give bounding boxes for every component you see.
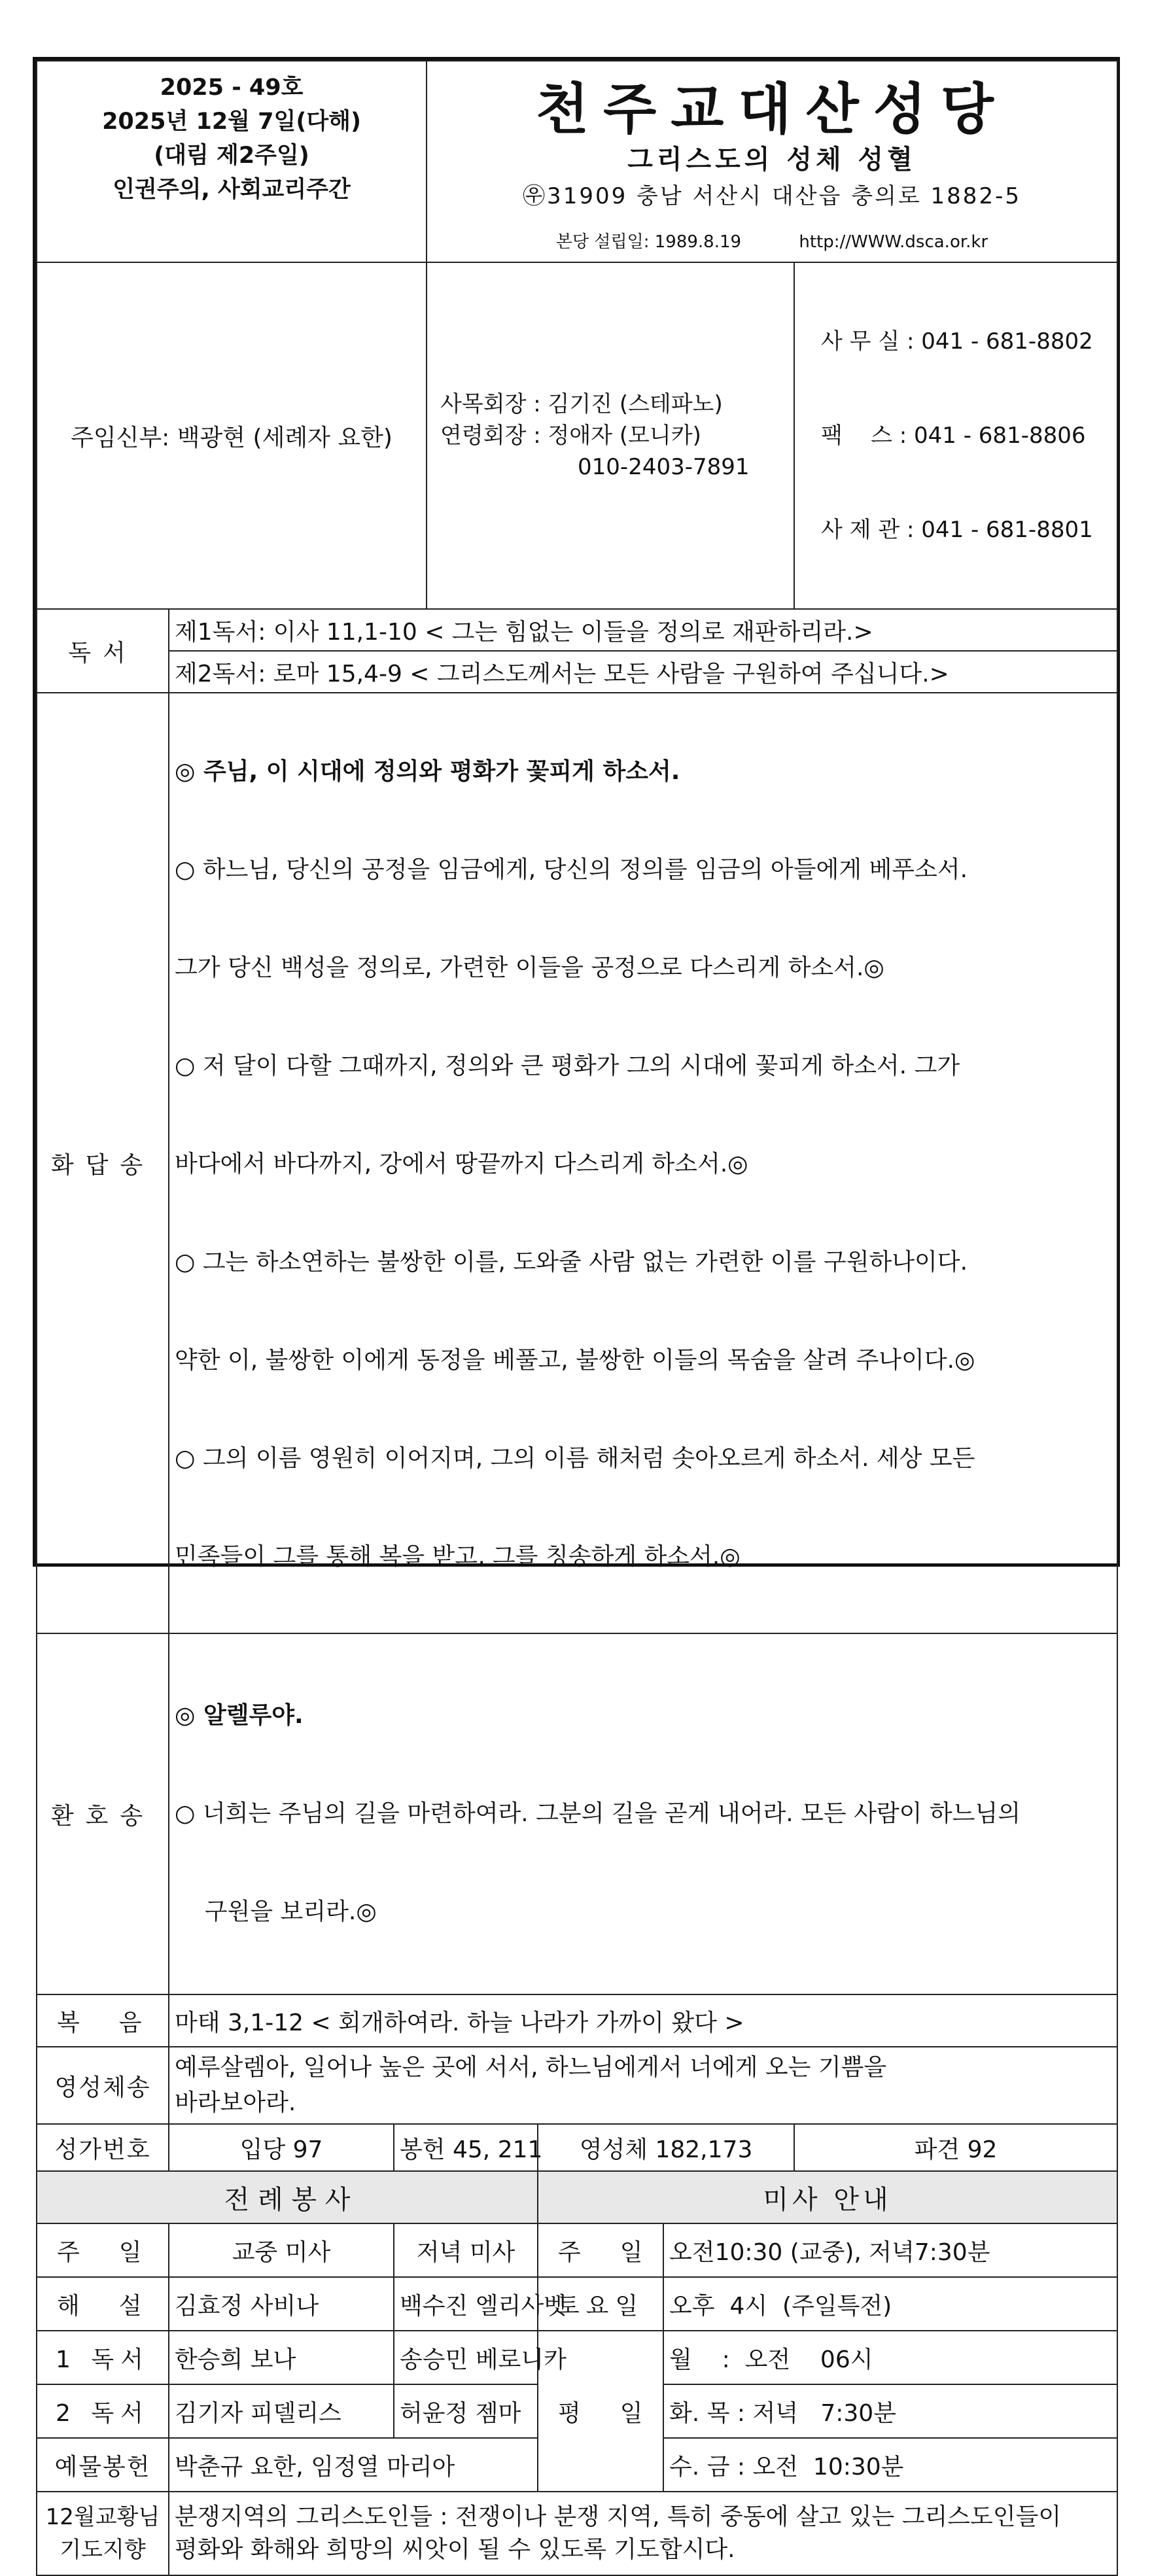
section-title-row — [37, 2171, 1117, 2223]
psalm-label: 화답송 — [37, 693, 169, 1633]
pope-label-line: 기도지향 — [60, 2537, 146, 2563]
council-president: 사목회장 : 김기진 (스테파노) — [440, 391, 723, 417]
gospel-label: 복음 — [37, 1994, 169, 2047]
liturgical-sunday: (대림 제2주일) — [154, 143, 309, 169]
communion-label: 영성체송 — [37, 2047, 169, 2124]
pope-intention-text — [169, 2492, 1117, 2575]
bulletin-table — [36, 60, 1118, 2576]
mass-mon-time: 월 : 오전 06시 — [663, 2331, 1117, 2384]
psalm-response: ◎ 주님, 이 시대에 정의와 평화가 꽃피게 하소서. — [175, 758, 680, 785]
pope-intention-line: 분쟁지역의 그리스도인들 : 전쟁이나 분쟁 지역, 특히 중동에 살고 있는 그리스도인들이 — [175, 2503, 1062, 2530]
issue-date: 2025년 12월 7일(다해) — [102, 109, 361, 135]
rectory-phone: 사 제 관 : 041 - 681-8801 — [821, 517, 1093, 543]
second-reading: 제2독서: 로마 15,4-9 < 그리스도께서는 모든 사람을 구원하여 주십니다.> — [169, 651, 1117, 693]
acclamation-label: 환호송 — [37, 1633, 169, 1994]
mass-sunday-label: 주일 — [538, 2223, 663, 2277]
week-theme: 인권주의, 사회교리주간 — [113, 177, 351, 203]
issue-number: 2025 - 49호 — [160, 75, 304, 101]
service-title: 전 례 봉 사 — [37, 2171, 538, 2223]
psalm-line: ○ 하느님, 당신의 공정을 임금에게, 당신의 정의를 임금의 아들에게 베푸소서. — [175, 856, 968, 883]
readings-label: 독서 — [37, 609, 169, 693]
fax-number: 팩 스 : 041 - 681-8806 — [821, 423, 1086, 449]
hymn-communion: 영성체 182,173 — [538, 2124, 794, 2171]
mass-sunday-time: 오전10:30 (교중), 저녁7:30분 — [663, 2223, 1117, 2277]
psalm-line: 그가 당신 백성을 정의로, 가련한 이들을 공정으로 다스리게 하소서.◎ — [175, 954, 884, 981]
mass-weekday-label: 평일 — [538, 2331, 663, 2492]
service-evening-person: 허윤정 젬마 — [394, 2384, 538, 2438]
office-phone: 사 무 실 : 041 - 681-8802 — [821, 328, 1093, 355]
mass-saturday-label: 토요일 — [538, 2277, 663, 2331]
website-link[interactable]: http://WWW.dsca.or.kr — [799, 232, 988, 252]
psalm-line: ○ 그는 하소연하는 불쌍한 이를, 도와줄 사람 없는 가련한 이를 구원하나이다. — [175, 1249, 968, 1276]
communion-line: 바라보아라. — [175, 2089, 296, 2116]
first-reading: 제1독서: 이사 11,1-10 < 그는 힘없는 이들을 정의로 재판하리라.> — [169, 609, 1117, 651]
communion-row — [37, 2047, 1117, 2124]
hymn-offertory: 봉헌 45, 211 — [394, 2124, 538, 2171]
issue-block — [37, 61, 427, 262]
contacts-row — [37, 262, 1117, 609]
header-row — [37, 61, 1117, 262]
acclamation-line: 구원을 보리라.◎ — [175, 1898, 377, 1925]
reading-row-1 — [37, 609, 1117, 651]
hymns-label: 성가번호 — [37, 2124, 169, 2171]
service-main-person: 김기자 피델리스 — [169, 2384, 394, 2438]
main-mass-header: 교중 미사 — [169, 2223, 394, 2277]
hymn-dismissal: 파견 92 — [794, 2124, 1117, 2171]
service-evening-person: 송승민 베로니카 — [394, 2331, 538, 2384]
pope-intention-label — [37, 2492, 169, 2575]
communion-cell — [169, 2047, 1117, 2124]
pope-label-line: 12월교황님 — [45, 2504, 160, 2530]
psalm-line: ○ 그의 이름 영원히 이어지며, 그의 이름 해처럼 솟아오르게 하소서. 세상 모든 — [175, 1445, 975, 1472]
mass-times-title: 미사 안내 — [538, 2171, 1117, 2223]
church-motto: 그리스도의 성체 성혈 — [627, 145, 916, 175]
sunday-row — [37, 2223, 1117, 2277]
hymn-entrance: 입당 97 — [169, 2124, 394, 2171]
mass-wed-fri-time: 수. 금 : 오전 10:30분 — [663, 2438, 1117, 2492]
founded-date: 본당 설립일: 1989.8.19 — [555, 232, 742, 252]
bulletin-sheet — [33, 57, 1120, 2563]
commentary-row — [37, 2277, 1117, 2331]
reader1-row — [37, 2331, 1117, 2384]
psalm-line: 바다에서 바다까지, 강에서 땅끝까지 다스리게 하소서.◎ — [175, 1151, 748, 1177]
hymns-row — [37, 2124, 1117, 2171]
pastor-name: 주임신부: 백광현 (세례자 요한) — [71, 424, 393, 451]
council-cell — [427, 262, 794, 609]
psalm-row — [37, 693, 1117, 1633]
acclamation-line: ○ 너희는 주님의 길을 마련하여라. 그분의 길을 곧게 내어라. 모든 사람이 하느님의 — [175, 1800, 1021, 1827]
service-sunday-label: 주일 — [37, 2223, 169, 2277]
communion-line: 예루살렘아, 일어나 높은 곳에 서서, 하느님에게서 너에게 오는 기쁨을 — [175, 2054, 887, 2081]
service-role-label: 해설 — [37, 2277, 169, 2331]
offering-persons: 박춘규 요한, 임정열 마리아 — [169, 2438, 538, 2492]
church-address: ㉾31909 충남 서산시 대산읍 충의로 1882-5 — [523, 183, 1021, 209]
gospel-row — [37, 1994, 1117, 2047]
gospel-text: 마태 3,1-12 < 회개하여라. 하늘 나라가 가까이 왔다 > — [169, 1994, 1117, 2047]
psalm-cell — [169, 693, 1117, 1633]
psalm-line: 약한 이, 불쌍한 이에게 동정을 베풀고, 불쌍한 이들의 목숨을 살려 주나이다.◎ — [175, 1347, 975, 1374]
acclamation-cell — [169, 1633, 1117, 1994]
office-cell — [794, 262, 1117, 609]
pope-intention-row — [37, 2492, 1117, 2575]
pope-intention-line: 평화와 화해와 희망의 씨앗이 될 수 있도록 기도합시다. — [175, 2536, 735, 2563]
psalm-line: ○ 저 달이 다할 그때까지, 정의와 큰 평화가 그의 시대에 꽃피게 하소서. 그가 — [175, 1053, 960, 1079]
pastor-cell — [37, 262, 427, 609]
offering-label: 예물봉헌 — [37, 2438, 169, 2492]
church-block — [427, 61, 1117, 262]
acclamation-row — [37, 1633, 1117, 1994]
psalm-line: 민족들이 그를 통해 복을 받고, 그를 칭송하게 하소서.◎ — [175, 1543, 741, 1570]
service-evening-person: 백수진 엘리사벳 — [394, 2277, 538, 2331]
service-main-person: 김효정 사비나 — [169, 2277, 394, 2331]
reading-row-2 — [37, 651, 1117, 693]
mass-tue-thu-time: 화. 목 : 저녁 7:30분 — [663, 2384, 1117, 2438]
senior-president: 연령회장 : 정애자 (모니카) — [440, 423, 701, 449]
evening-mass-header: 저녁 미사 — [394, 2223, 538, 2277]
mass-saturday-time: 오후 4시 (주일특전) — [663, 2277, 1117, 2331]
senior-phone: 010-2403-7891 — [578, 454, 750, 480]
service-role-label: 2 독서 — [37, 2384, 169, 2438]
service-role-label: 1 독서 — [37, 2331, 169, 2384]
church-name: 천주교대산성당 — [536, 77, 1009, 141]
acclamation-response: ◎ 알렐루야. — [175, 1702, 304, 1729]
service-main-person: 한승희 보나 — [169, 2331, 394, 2384]
church-info — [427, 228, 1117, 252]
